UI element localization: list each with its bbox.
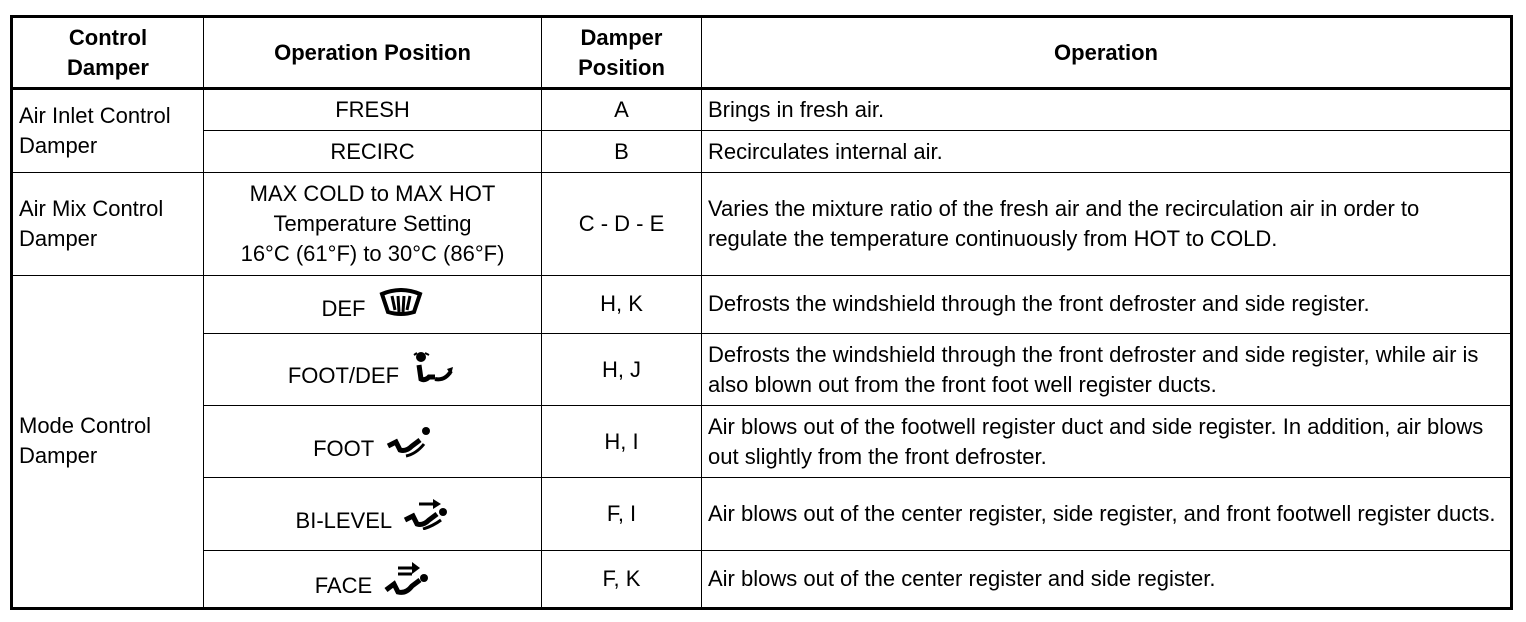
position-label: BI-LEVEL [295, 507, 392, 533]
operation-position-cell [204, 275, 542, 333]
table-row [12, 275, 1512, 333]
table-row [12, 131, 1512, 173]
damper-position-cell: F, K [542, 550, 702, 608]
header-operation-position: Operation Position [204, 17, 542, 89]
operation-cell: Defrosts the windshield through the front defroster and side register, while air is also blown out from the front foot well register ducts. [702, 333, 1512, 405]
operation-cell: Brings in fresh air. [702, 89, 1512, 131]
position-label: DEF [321, 296, 366, 322]
control-damper-cell: Mode Control Damper [12, 275, 204, 608]
foot-icon [386, 426, 432, 458]
position-line: MAX COLD to MAX HOT [249, 181, 496, 206]
damper-position-cell: H, I [542, 406, 702, 478]
header-operation: Operation [702, 17, 1512, 89]
damper-position-cell: F, I [542, 478, 702, 550]
operation-position-cell [204, 173, 542, 275]
operation-position-cell: FRESH [204, 89, 542, 131]
operation-position-cell [204, 333, 542, 405]
foot-def-icon [411, 351, 457, 389]
table-row [12, 550, 1512, 608]
damper-position-cell: A [542, 89, 702, 131]
table-row [12, 478, 1512, 550]
damper-position-cell: H, K [542, 275, 702, 333]
table-row [12, 89, 1512, 131]
damper-position-cell: H, J [542, 333, 702, 405]
position-label: FOOT/DEF [287, 363, 400, 389]
table-row [12, 406, 1512, 478]
operation-position-cell: RECIRC [204, 131, 542, 173]
bi-level-icon [403, 498, 449, 530]
header-damper-position: Damper Position [542, 17, 702, 89]
operation-cell: Recirculates internal air. [702, 131, 1512, 173]
control-damper-cell: Air Inlet Control Damper [12, 89, 204, 173]
operation-cell: Defrosts the windshield through the front defroster and side register. [702, 275, 1512, 333]
operation-cell: Air blows out of the footwell register duct and side register. In addition, air blows out slightly from the front defroster. [702, 406, 1512, 478]
header-control-damper: Control Damper [12, 17, 204, 89]
damper-position-cell: C - D - E [542, 173, 702, 275]
operation-position-cell [204, 550, 542, 608]
operation-cell: Varies the mixture ratio of the fresh air and the recirculation air in order to regulate the temperature continuously from HOT to COLD. [702, 173, 1512, 275]
operation-cell: Air blows out of the center register and side register. [702, 550, 1512, 608]
position-label: FACE [314, 572, 373, 598]
position-line: 16°C (61°F) to 30°C (86°F) [240, 241, 505, 266]
operation-position-cell [204, 478, 542, 550]
table-row [12, 333, 1512, 405]
header-row [12, 17, 1512, 89]
operation-cell: Air blows out of the center register, side register, and front footwell register ducts. [702, 478, 1512, 550]
table-row [12, 173, 1512, 275]
operation-position-cell [204, 406, 542, 478]
position-line: Temperature Setting [273, 211, 472, 236]
control-damper-cell: Air Mix Control Damper [12, 173, 204, 275]
defrost-icon [378, 288, 424, 320]
face-icon [384, 560, 430, 598]
damper-position-cell: B [542, 131, 702, 173]
damper-operation-table [10, 15, 1513, 610]
position-label: FOOT [313, 435, 374, 461]
